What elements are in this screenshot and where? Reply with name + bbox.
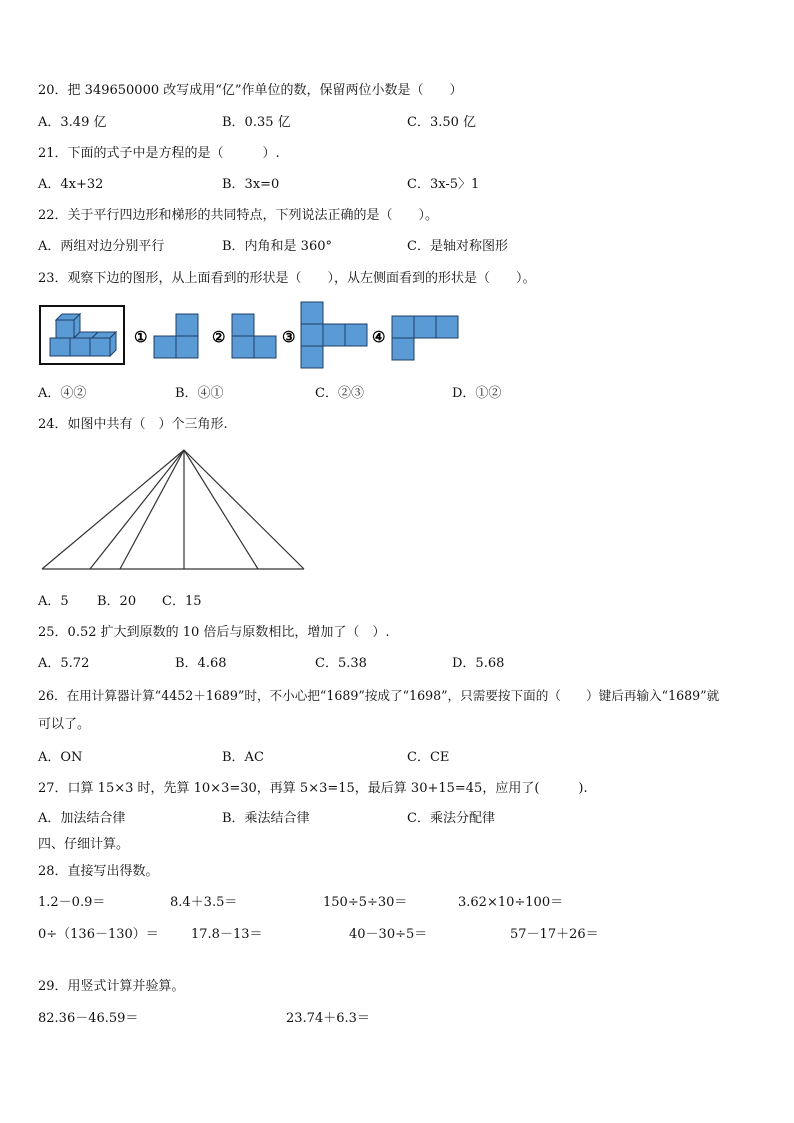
q29-stem: 29．用竖式计算并验算。 [38,979,185,994]
q26-option-b: B．AC [222,750,264,765]
view-1 [154,314,198,358]
q20-option-c: C．3.50 亿 [407,115,477,130]
q28-row2-item2: 17.8－13＝ [191,927,263,942]
q24-option-b: B．20 [97,594,137,609]
q23-option-c: C．②③ [315,386,364,401]
q23-figure [38,298,478,374]
q23-option-b: B．④① [175,386,224,401]
q21-option-b: B．3x=0 [222,177,280,192]
q27-option-c: C．乘法分配律 [407,811,495,826]
q29-item2: 23.74＋6.3＝ [286,1011,370,1026]
q20-stem: 20．把 349650000 改写成用“亿”作单位的数，保留两位小数是（ ） [38,83,463,98]
figure-label-4: ④ [372,328,386,346]
figure-label-2: ② [212,328,226,346]
q26-stem-line1: 26．在用计算器计算“4452＋1689”时，不小心把“1689”按成了“1698”，只需要按下面的（ ）键后再输入“1689”就 [38,688,720,703]
q28-row1-item2: 8.4＋3.5＝ [170,895,238,910]
cube-solid [50,314,116,356]
figure-label-3: ③ [282,328,296,346]
q20-option-b: B．0.35 亿 [222,115,291,130]
q27-option-b: B．乘法结合律 [222,811,310,826]
q28-row2-item1: 0÷（136－130）＝ [38,927,159,942]
q22-stem: 22．关于平行四边形和梯形的共同特点，下列说法正确的是（ ）。 [38,208,439,223]
q23-option-a: A．④② [38,386,87,401]
q24-option-a: A．5 [38,594,69,609]
figure-label-1: ① [134,328,148,346]
q20-option-a: A．3.49 亿 [38,115,107,130]
q29-item1: 82.36－46.59＝ [38,1011,139,1026]
q22-option-c: C．是轴对称图形 [407,239,508,254]
q22-option-b: B．内角和是 360° [222,239,332,254]
q28-row2-item3: 40－30÷5＝ [349,927,428,942]
q23-stem: 23．观察下边的图形，从上面看到的形状是（ ），从左侧面看到的形状是（ ）。 [38,271,536,286]
q25-option-a: A．5.72 [38,656,90,671]
q27-stem: 27．口算 15×3 时，先算 10×3=30，再算 5×3=15，最后算 30+15=45，应用了( ). [38,781,588,796]
q28-row1-item4: 3.62×10÷100＝ [458,895,564,910]
q24-stem: 24．如图中共有（ ）个三角形. [38,417,228,432]
q21-stem: 21．下面的式子中是方程的是（ ）. [38,146,280,161]
q21-option-c: C．3x-5〉1 [407,177,480,192]
q24-triangle-figure [38,446,310,574]
q28-row1-item1: 1.2－0.9＝ [38,895,106,910]
q22-option-a: A．两组对边分别平行 [38,239,165,254]
q25-option-b: B．4.68 [175,656,227,671]
q23-option-d: D．①② [452,386,502,401]
q21-option-a: A．4x+32 [38,177,104,192]
q27-option-a: A．加法结合律 [38,811,126,826]
view-4 [392,316,458,360]
q26-option-c: C．CE [407,750,450,765]
q28-stem: 28．直接写出得数。 [38,864,159,879]
q24-option-c: C．15 [162,594,202,609]
section-heading: 四、仔细计算。 [38,837,130,852]
q28-row1-item3: 150÷5÷30＝ [323,895,408,910]
q26-stem-line2: 可以了。 [38,717,91,732]
q25-option-d: D．5.68 [452,656,505,671]
view-3 [301,302,367,368]
q28-row2-item4: 57－17＋26＝ [510,927,599,942]
view-2 [232,314,276,358]
q25-option-c: C．5.38 [315,656,367,671]
q25-stem: 25．0.52 扩大到原数的 10 倍后与原数相比，增加了（ ）. [38,625,390,640]
q26-option-a: A．ON [38,750,83,765]
